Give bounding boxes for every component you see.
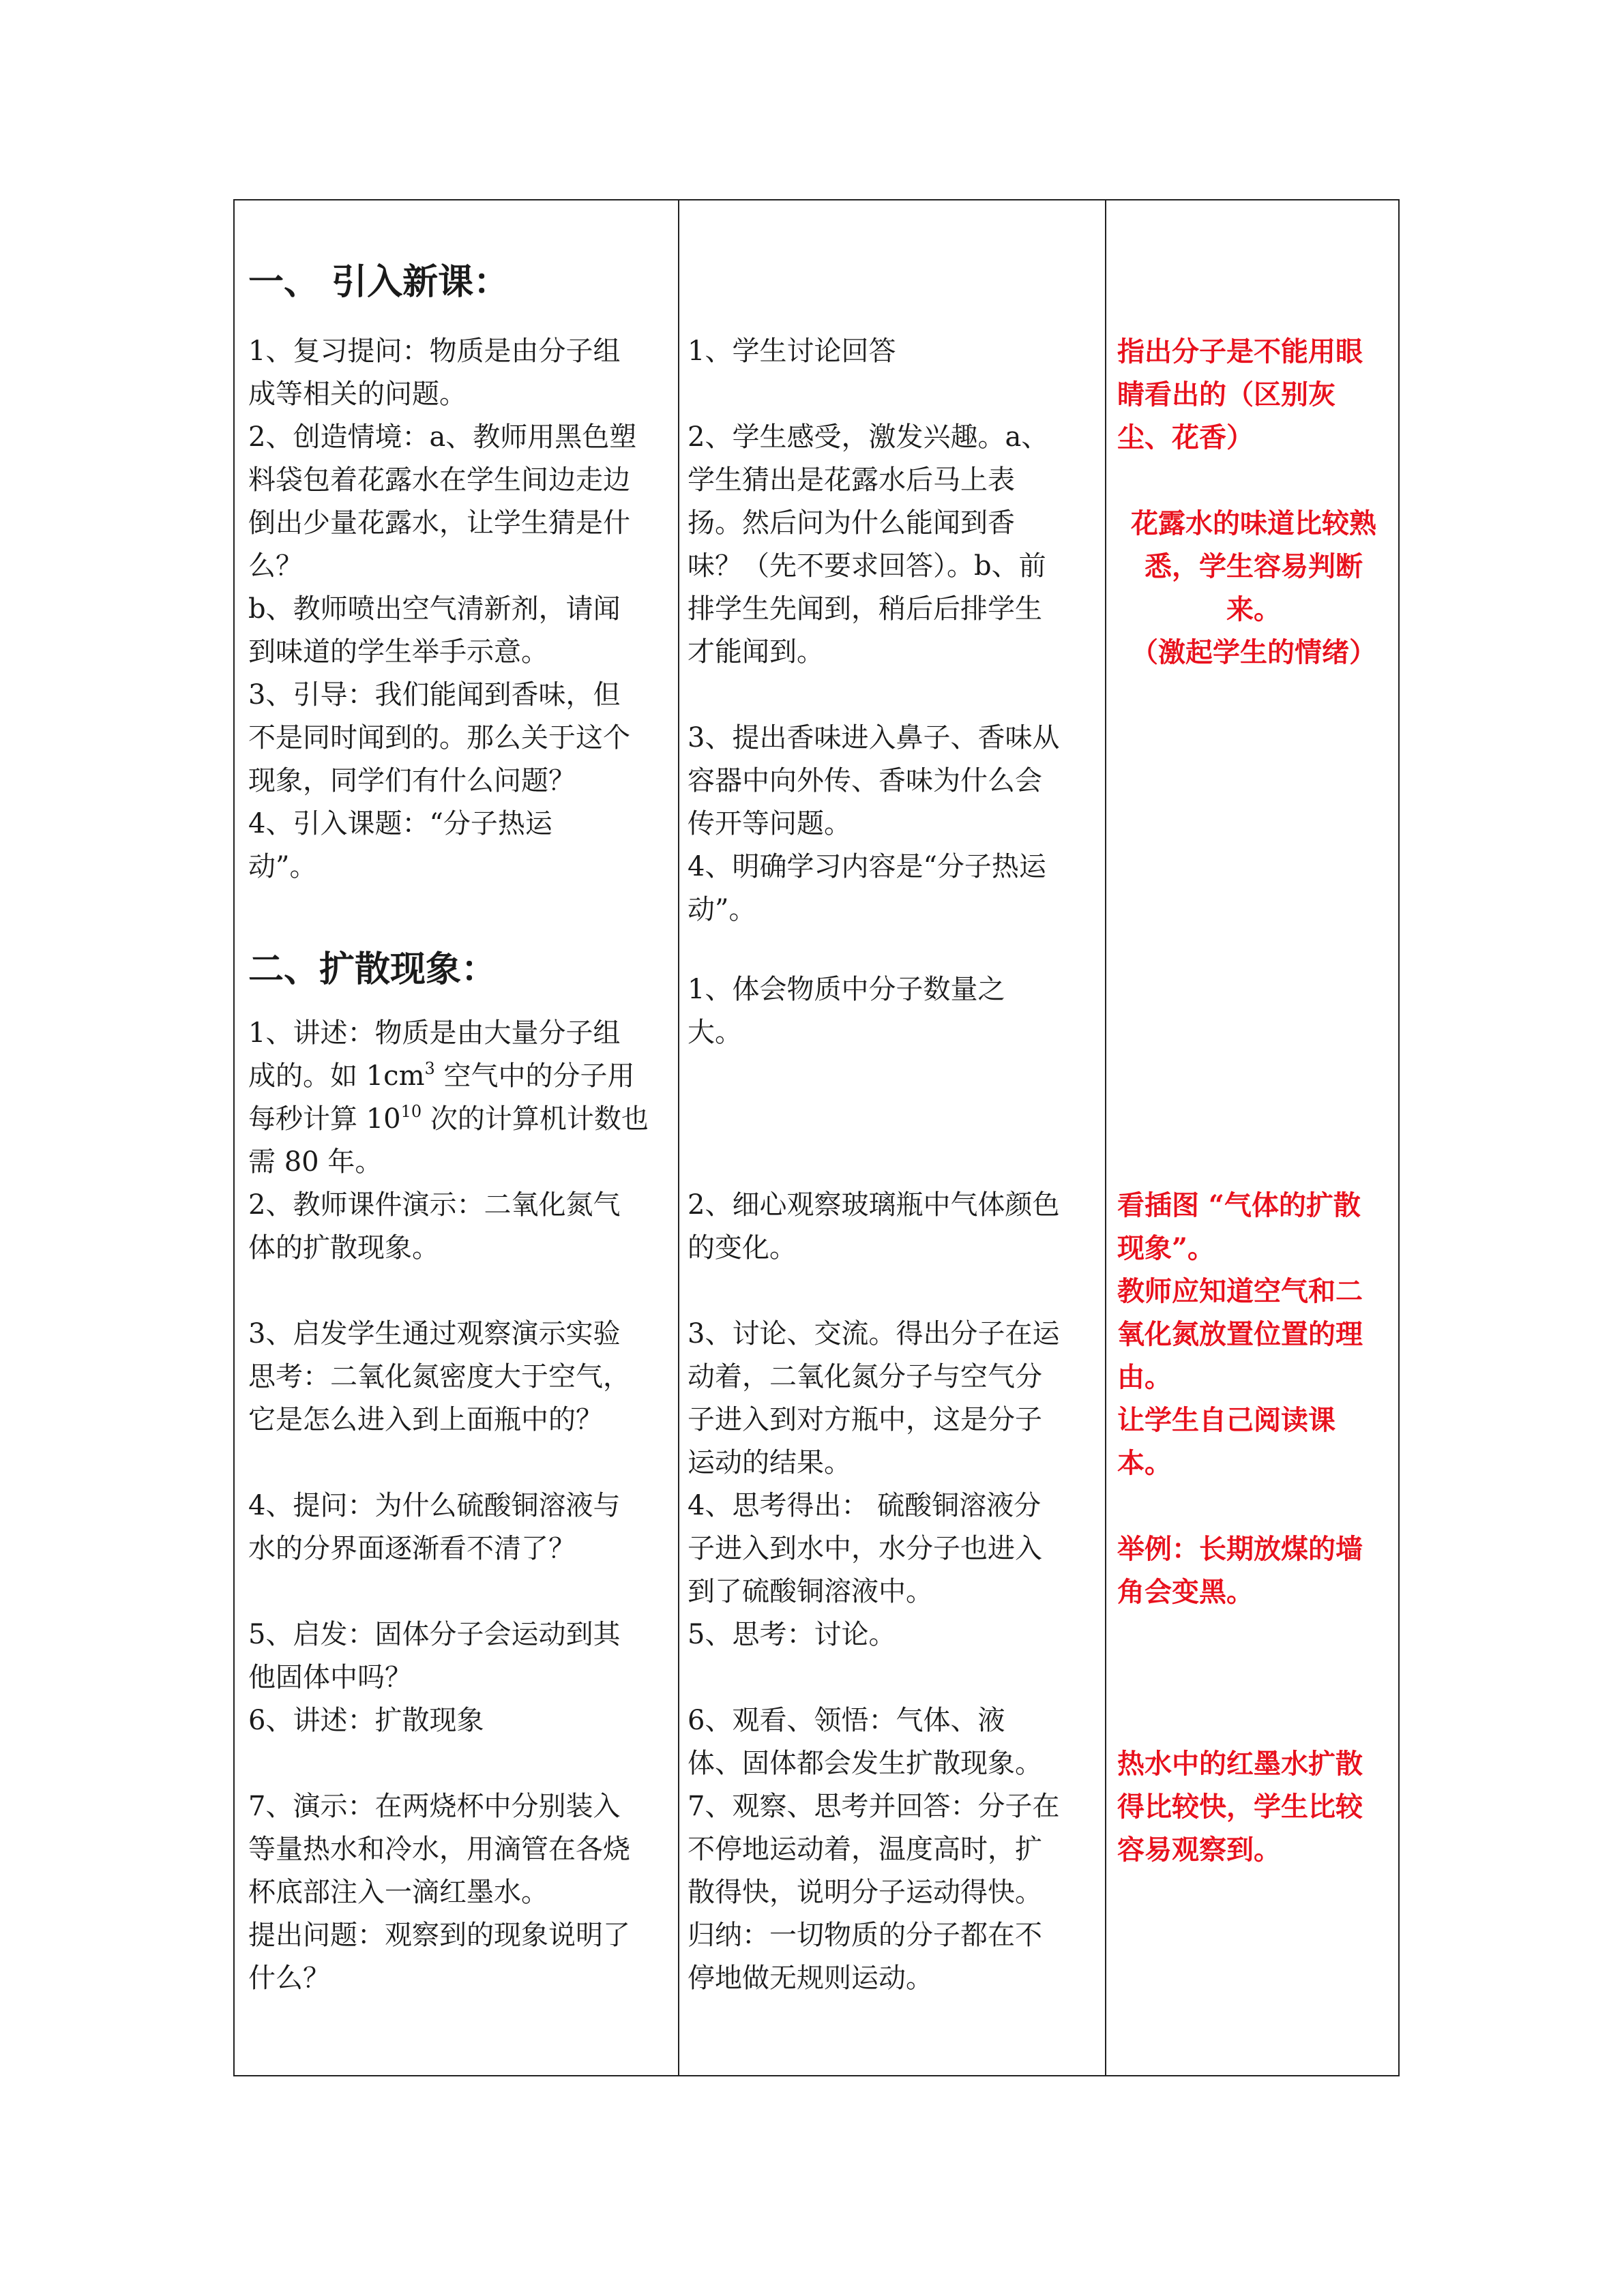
student-activity-column xyxy=(688,200,1097,2075)
section-heading-intro: 一、 引入新课： xyxy=(248,261,510,303)
student-diffusion-text: 2、细心观察玻璃瓶中气体颜色 的变化。 3、讨论、交流。得出分子在运 动着，二氧化氮分子与空气分 子进入到对方瓶中，这是分子 运动的结果。 4、思考得出： 硫酸铜溶液分 子进入到水中，水分子也进入 到了硫酸铜溶液中。 5、思考：讨论。 6、观看、领悟：气体、液 体、固体都会发生扩散现象。 7、观察、思考并回答：分子在 不停地运动着，温度高时，扩 散得快，说明分子运动得快。 归纳：一切物质的分子都在不 停地做无规则运动。 xyxy=(688,1189,1060,1994)
lesson-table xyxy=(233,199,1400,2076)
section-heading-diffusion: 二、扩散现象： xyxy=(248,949,497,990)
teacher-molecule-count-text xyxy=(248,1012,670,1184)
teacher-diffusion-text: 2、教师课件演示：二氧化氮气 体的扩散现象。 3、启发学生通过观察演示实验 思考：二氧化氮密度大于空气， 它是怎么进入到上面瓶中的？ 4、提问：为什么硫酸铜溶液与 水的分界面逐渐看不清了？ 5、启发：固体分子会运动到其 他固体中吗？ 6、讲述：扩散现象 7、演示：在两烧杯中分别装入 等量热水和冷水，用滴管在各烧 杯底部注入一滴红墨水。 提出问题：观察到的现象说明了 什么？ xyxy=(248,1189,630,1994)
teacher-activity-column xyxy=(248,200,670,2075)
note-diffusion-illustration: 看插图 “气体的扩散 现象”。 教师应知道空气和二 氧化氮放置位置的理 由。 让学生自己阅读课 本。 举例：长期放煤的墙 角会变黑。 xyxy=(1117,1189,1363,1608)
superscript-10: 10 xyxy=(400,1102,422,1121)
student-molecule-text: 1、体会物质中分子数量之 大。 xyxy=(688,974,1005,1048)
column-divider-2 xyxy=(1105,200,1106,2075)
student-intro-text: 1、学生讨论回答 2、学生感受，激发兴趣。a、 学生猜出是花露水后马上表 扬。然后问为什么能闻到香 味？（先不要求回答）。b、前 排学生先闻到，稍后后排学生 才能闻到。 3、提出香味进入鼻子、香味从 容器中向外传、香味为什么会 传开等问题。 4、明确学习内容是“分子热运 动”。 xyxy=(688,336,1060,925)
superscript-3: 3 xyxy=(424,1059,435,1078)
note-molecules-invisible: 指出分子是不能用眼 睛看出的（区别灰 尘、花香） xyxy=(1117,336,1363,453)
note-red-ink-hot-water: 热水中的红墨水扩散 得比较快，学生比较 容易观察到。 xyxy=(1117,1748,1363,1866)
note-perfume-familiar: 花露水的味道比较熟 悉，学生容易判断 来。 （激起学生的情绪） xyxy=(1131,507,1376,668)
teacher-text-part-3: 次的计算机计数也 需 80 年。 xyxy=(248,1103,649,1178)
teacher-text-part-1: 1、讲述：物质是由大量分子组 成的。如 1cm xyxy=(248,1017,621,1092)
teacher-text-part-2: 空气中的分子用 每秒计算 10 xyxy=(248,1060,635,1135)
column-divider-1 xyxy=(678,200,679,2075)
teacher-intro-text: 1、复习提问：物质是由分子组 成等相关的问题。 2、创造情境：a、教师用黑色塑 料袋包着花露水在学生间边走边 倒出少量花露水，让学生猜是什 么？ b、教师喷出空气清新剂，请闻 到味道的学生举手示意。 3、引导：我们能闻到香味，但 不是同时闻到的。那么关于这个 现象，同学们有什么问题？ 4、引入课题：“分子热运 动”。 xyxy=(248,336,637,882)
design-notes-column xyxy=(1117,200,1390,2075)
